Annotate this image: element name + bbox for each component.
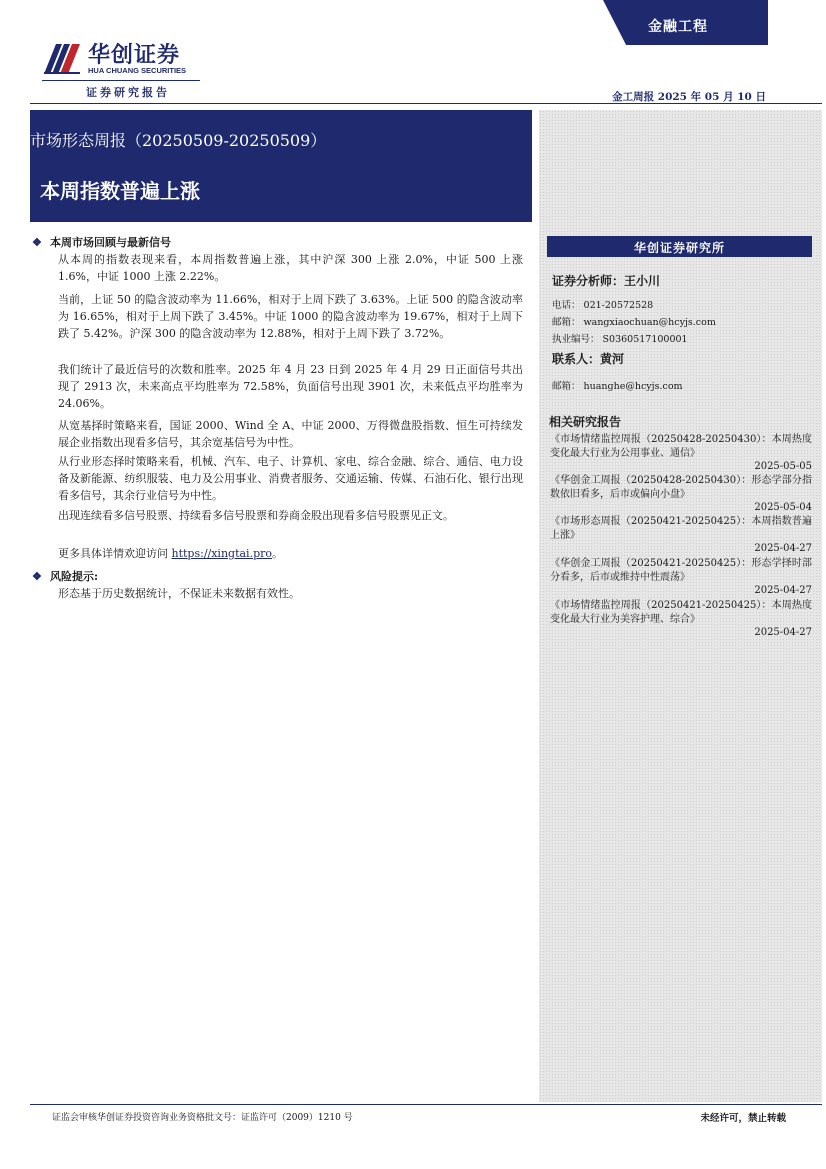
- related-report-item[interactable]: 《华创金工周报（20250428-20250430）：形态学部分指数依旧看多，后市或偏向小盘》: [550, 475, 812, 500]
- xingtai-link[interactable]: https://xingtai.pro: [171, 547, 272, 560]
- section-heading-review: ❖ 本周市场回顾与最新信号: [32, 236, 171, 249]
- top-rule: [30, 103, 822, 104]
- paragraph-industry-timing: 从行业形态择时策略来看，机械、汽车、电子、计算机、家电、综合金融、综合、通信、电力设备及新能源、纺织服装、电力及公用事业、消费者服务、交通运输、传媒、石油石化、银行出现看多信号，其余行业信号为中性。: [58, 455, 523, 502]
- paragraph-broad-timing: 从宽基择时策略来看，国证 2000、Wind 全 A、中证 2000、万得微盘股指数、恒生可持续发展企业指数出现看多信号，其余宽基信号为中性。: [58, 419, 523, 449]
- company-logo: [42, 36, 204, 76]
- logo-mark-icon: [42, 36, 82, 76]
- paragraph-more-info: 更多具体详情欢迎访问 https://xingtai.pro。: [58, 547, 283, 560]
- header-divider: [42, 80, 200, 81]
- related-report-date: 2025-04-27: [754, 585, 812, 596]
- contact-email[interactable]: 邮箱： huanghe@hcyjs.com: [552, 381, 683, 392]
- title-band: [30, 110, 532, 222]
- related-report-date: 2025-05-04: [754, 502, 812, 513]
- contact-name: 联系人：黄河: [552, 352, 625, 366]
- paragraph-stock-signals: 出现连续看多信号股票、持续看多信号股票和券商金股出现看多信号股票见正文。: [58, 509, 454, 522]
- related-report-date: 2025-04-27: [754, 627, 812, 638]
- related-report-item[interactable]: 《市场情绪监控周报（20250428-20250430）：本周热度变化最大行业为公用事业、通信》: [550, 434, 812, 459]
- institute-name: 华创证券研究所: [633, 241, 725, 255]
- report-type: 证券研究报告: [86, 86, 170, 99]
- paragraph-index-performance: 从本周的指数表现来看，本周指数普遍上涨，其中沪深 300 上涨 2.0%，中证 500 上涨 1.6%，中证 1000 上涨 2.22%。: [58, 253, 523, 283]
- analyst-phone: 电话： 021-20572528: [552, 300, 654, 311]
- related-report-item[interactable]: 《市场形态周报（20250421-20250425）：本周指数普遍上涨》: [550, 516, 812, 541]
- category-label: 金融工程: [648, 19, 708, 35]
- footer-notice: 未经许可，禁止转载: [700, 1113, 786, 1124]
- section-heading-risk: ❖ 风险提示:: [32, 570, 99, 583]
- analyst-email[interactable]: 邮箱： wangxiaochuan@hcyjs.com: [552, 317, 716, 328]
- report-headline: 本周指数普遍上涨: [40, 179, 200, 203]
- paragraph-implied-volatility: 当前，上证 50 的隐含波动率为 11.66%，相对于上周下跌了 3.63%。上证 500 的隐含波动率为 16.65%，相对于上周下跌了 3.45%。中证 1000 的隐含波动率为 19.67%，相对于上周下跌了 5.42%。沪深 300 的隐含波动率为 12.88%，相对于上周下跌了 3.72%。: [58, 293, 523, 340]
- related-report-date: 2025-04-27: [754, 543, 812, 554]
- related-report-item[interactable]: 《华创金工周报（20250421-20250425）：形态学择时部分看多，后市或维持中性震荡》: [550, 558, 812, 583]
- report-date-line: 金工周报 2025 年 05 月 10 日: [612, 91, 766, 103]
- related-report-item[interactable]: 《市场情绪监控周报（20250421-20250425）：本周热度变化最大行业为美容护理、综合》: [550, 600, 812, 625]
- related-report-date: 2025-05-05: [754, 461, 812, 472]
- logo-en: HUA CHUANG SECURITIES: [88, 66, 187, 75]
- report-subtitle: 市场形态周报（20250509-20250509）: [30, 131, 327, 150]
- analyst-license: 执业编号： S0360517100001: [552, 334, 688, 345]
- paragraph-signal-stats: 我们统计了最近信号的次数和胜率。2025 年 4 月 23 日到 2025 年 4 月 29 日正面信号共出现了 2913 次，未来高点平均胜率为 72.58%，负面信号出现 3901 次，未来低点平均胜率为 24.06%。: [58, 363, 523, 410]
- analyst-name: 证券分析师：王小川: [552, 274, 661, 288]
- bottom-rule: [30, 1104, 822, 1105]
- related-reports-title: 相关研究报告: [549, 415, 622, 429]
- diamond-bullet-icon: ❖: [32, 570, 42, 583]
- footer-license: 证监会审核华创证券投资咨询业务资格批文号：证监许可（2009）1210 号: [52, 1113, 353, 1123]
- logo-name: 华创证券: [88, 43, 181, 68]
- diamond-bullet-icon: ❖: [32, 236, 42, 249]
- paragraph-risk: 形态基于历史数据统计，不保证未来数据有效性。: [58, 587, 300, 600]
